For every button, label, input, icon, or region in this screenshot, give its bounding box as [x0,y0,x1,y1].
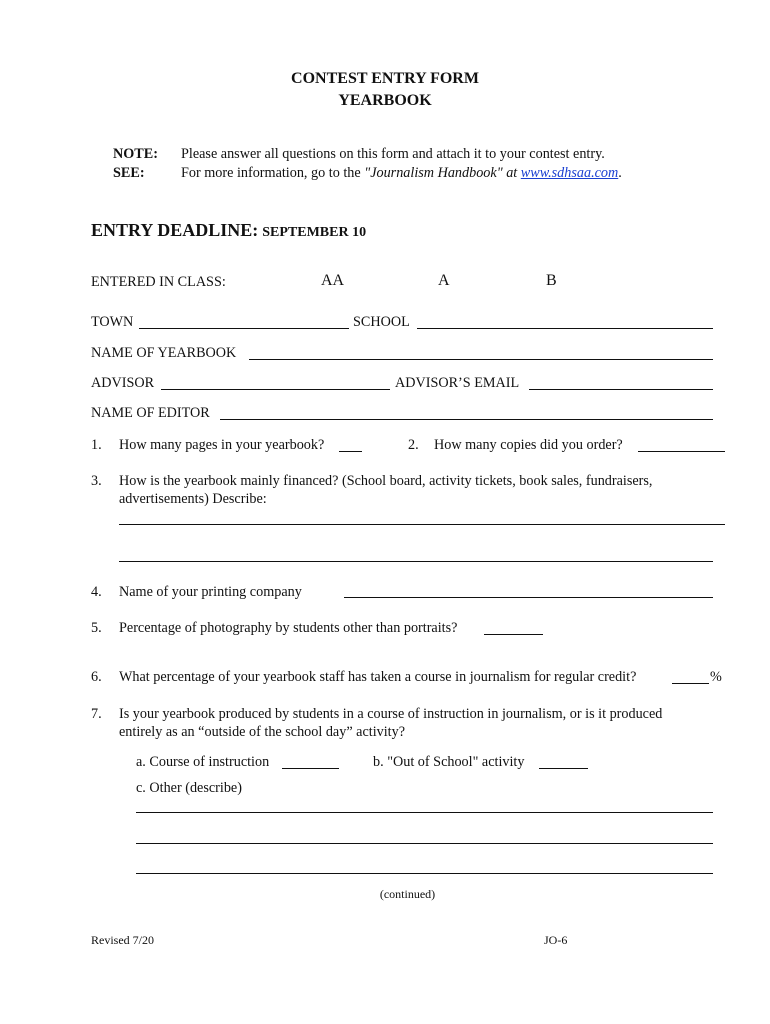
q1-number: 1. [91,437,102,453]
form-subtitle: YEARBOOK [338,92,432,109]
note-text: Please answer all questions on this form and attach it to your contest entry. [181,146,605,162]
q7-option-b: b. "Out of School" activity [373,754,525,770]
form-title: CONTEST ENTRY FORM [291,70,479,87]
q1-text: How many pages in your yearbook? [119,437,325,453]
editor-field[interactable] [220,419,713,420]
sdhsaa-link[interactable]: www.sdhsaa.com [520,165,619,181]
town-label: TOWN [91,314,134,330]
yearbook-name-label: NAME OF YEARBOOK [91,345,237,361]
q7-c-line-3[interactable] [136,873,713,874]
q7-option-a: a. Course of instruction [136,754,270,770]
class-option-aa[interactable]: AA [321,272,345,289]
see-text-pre: For more information, go to the [181,165,361,181]
see-text [181,165,622,182]
q3-answer-line-2[interactable] [119,561,713,562]
q7-a-field[interactable] [282,768,339,769]
q6-percent: % [710,669,722,685]
q2-number: 2. [408,437,419,453]
school-field[interactable] [417,328,713,329]
q3-text-line2: advertisements) Describe: [119,491,267,507]
q5-number: 5. [91,620,102,636]
revised-date: Revised 7/20 [91,933,154,947]
q2-text: How many copies did you order? [434,437,623,453]
q7-b-field[interactable] [539,768,588,769]
q3-text-line1: How is the yearbook mainly financed? (School board, activity tickets, book sales, fundraisers, [119,473,653,489]
yearbook-name-field[interactable] [249,359,713,360]
note-label: NOTE: [113,146,158,162]
q7-text-line1: Is your yearbook produced by students in a course of instruction in journalism, or is it produced [119,706,663,722]
town-field[interactable] [139,328,349,329]
advisor-email-label: ADVISOR’S EMAIL [395,375,520,391]
see-handbook: "Journalism Handbook" at [364,165,518,181]
continued-note: (continued) [379,887,436,901]
deadline-label: ENTRY DEADLINE: [91,220,259,240]
deadline-date: SEPTEMBER 10 [262,225,367,240]
q2-field[interactable] [638,451,725,452]
entry-deadline [91,220,366,241]
q5-field[interactable] [484,634,543,635]
q3-answer-line-1[interactable] [119,524,725,525]
advisor-label: ADVISOR [91,375,155,391]
see-text-post: . [618,165,622,181]
class-option-b[interactable]: B [546,272,557,289]
q6-number: 6. [91,669,102,685]
q7-c-line-1[interactable] [136,812,713,813]
school-label: SCHOOL [353,314,410,330]
q4-number: 4. [91,584,102,600]
q5-text: Percentage of photography by students other than portraits? [119,620,458,636]
advisor-email-field[interactable] [529,389,713,390]
q3-number: 3. [91,473,102,489]
q7-c-line-2[interactable] [136,843,713,844]
editor-label: NAME OF EDITOR [91,405,210,421]
q7-number: 7. [91,706,102,722]
q6-field[interactable] [672,683,709,684]
advisor-field[interactable] [161,389,390,390]
form-code: JO-6 [544,933,568,947]
q4-field[interactable] [344,597,713,598]
q7-option-c: c. Other (describe) [136,780,242,796]
q1-field[interactable] [339,451,362,452]
class-option-a[interactable]: A [438,272,450,289]
q7-text-line2: entirely as an “outside of the school day” activity? [119,724,406,740]
q4-text: Name of your printing company [119,584,302,600]
see-label: SEE: [113,165,145,181]
class-label: ENTERED IN CLASS: [91,274,226,290]
q6-text: What percentage of your yearbook staff has taken a course in journalism for regular credit? [119,669,637,685]
